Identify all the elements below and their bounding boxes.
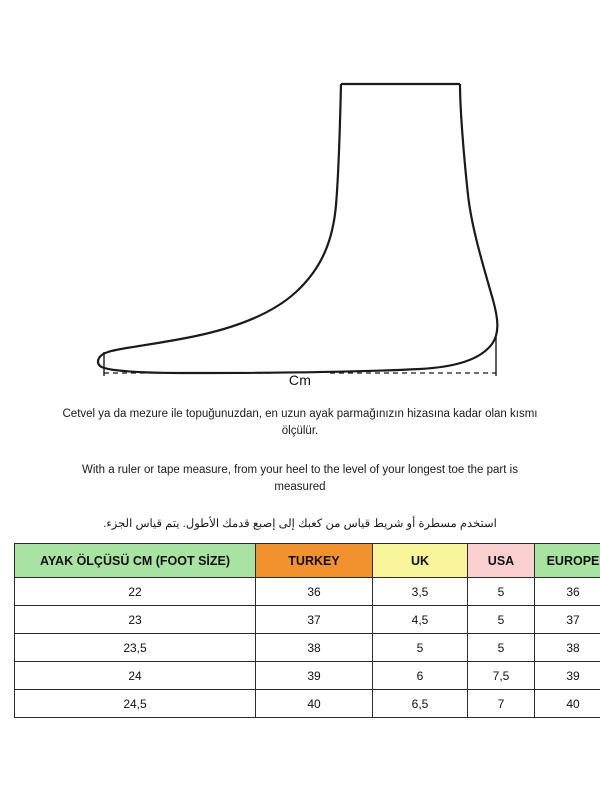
cell-turkey: 40 — [256, 690, 373, 718]
cell-usa: 7 — [468, 690, 535, 718]
cell-uk: 6,5 — [373, 690, 468, 718]
instruction-turkish: Cetvel ya da mezure ile topuğunuzdan, en uzun ayak parmağınızın hizasına kadar olan kısmı ölçülür. — [62, 408, 538, 437]
size-table-body — [15, 578, 600, 718]
cell-turkey: 36 — [256, 578, 373, 606]
table-row — [15, 606, 600, 634]
table-row — [15, 578, 600, 606]
cell-europe: 38 — [535, 634, 600, 662]
cell-uk: 3,5 — [373, 578, 468, 606]
header-uk: UK — [373, 544, 468, 578]
cell-foot-size: 23 — [15, 606, 256, 634]
cell-foot-size: 23,5 — [15, 634, 256, 662]
table-row — [15, 690, 600, 718]
cell-europe: 37 — [535, 606, 600, 634]
cell-europe: 40 — [535, 690, 600, 718]
cell-uk: 4,5 — [373, 606, 468, 634]
cm-measure-label: Cm — [288, 372, 312, 388]
header-europe: EUROPE — [535, 544, 600, 578]
cell-europe: 39 — [535, 662, 600, 690]
cell-usa: 7,5 — [468, 662, 535, 690]
table-row — [15, 662, 600, 690]
cell-foot-size: 24,5 — [15, 690, 256, 718]
foot-shape-path — [98, 84, 497, 373]
instruction-english: With a ruler or tape measure, from your heel to the level of your longest toe the part is measured — [82, 464, 518, 493]
size-table — [14, 543, 600, 718]
cell-usa: 5 — [468, 606, 535, 634]
cell-turkey: 39 — [256, 662, 373, 690]
size-table-head — [15, 544, 600, 578]
instruction-arabic: استخدم مسطرة أو شريط قياس من كعبك إلى إصبع قدمك الأطول. يتم قياس الجزء. — [103, 518, 497, 530]
cell-uk: 5 — [373, 634, 468, 662]
cell-uk: 6 — [373, 662, 468, 690]
instructions-block — [0, 400, 600, 533]
cell-foot-size: 24 — [15, 662, 256, 690]
cell-foot-size: 22 — [15, 578, 256, 606]
header-turkey: TURKEY — [256, 544, 373, 578]
header-foot-size: AYAK ÖLÇÜSÜ CM (FOOT SİZE) — [15, 544, 256, 578]
cell-usa: 5 — [468, 578, 535, 606]
cell-europe: 36 — [535, 578, 600, 606]
size-table-container — [0, 533, 600, 718]
cell-turkey: 38 — [256, 634, 373, 662]
cell-turkey: 37 — [256, 606, 373, 634]
table-row — [15, 634, 600, 662]
table-header-row — [15, 544, 600, 578]
header-usa: USA — [468, 544, 535, 578]
cell-usa: 5 — [468, 634, 535, 662]
